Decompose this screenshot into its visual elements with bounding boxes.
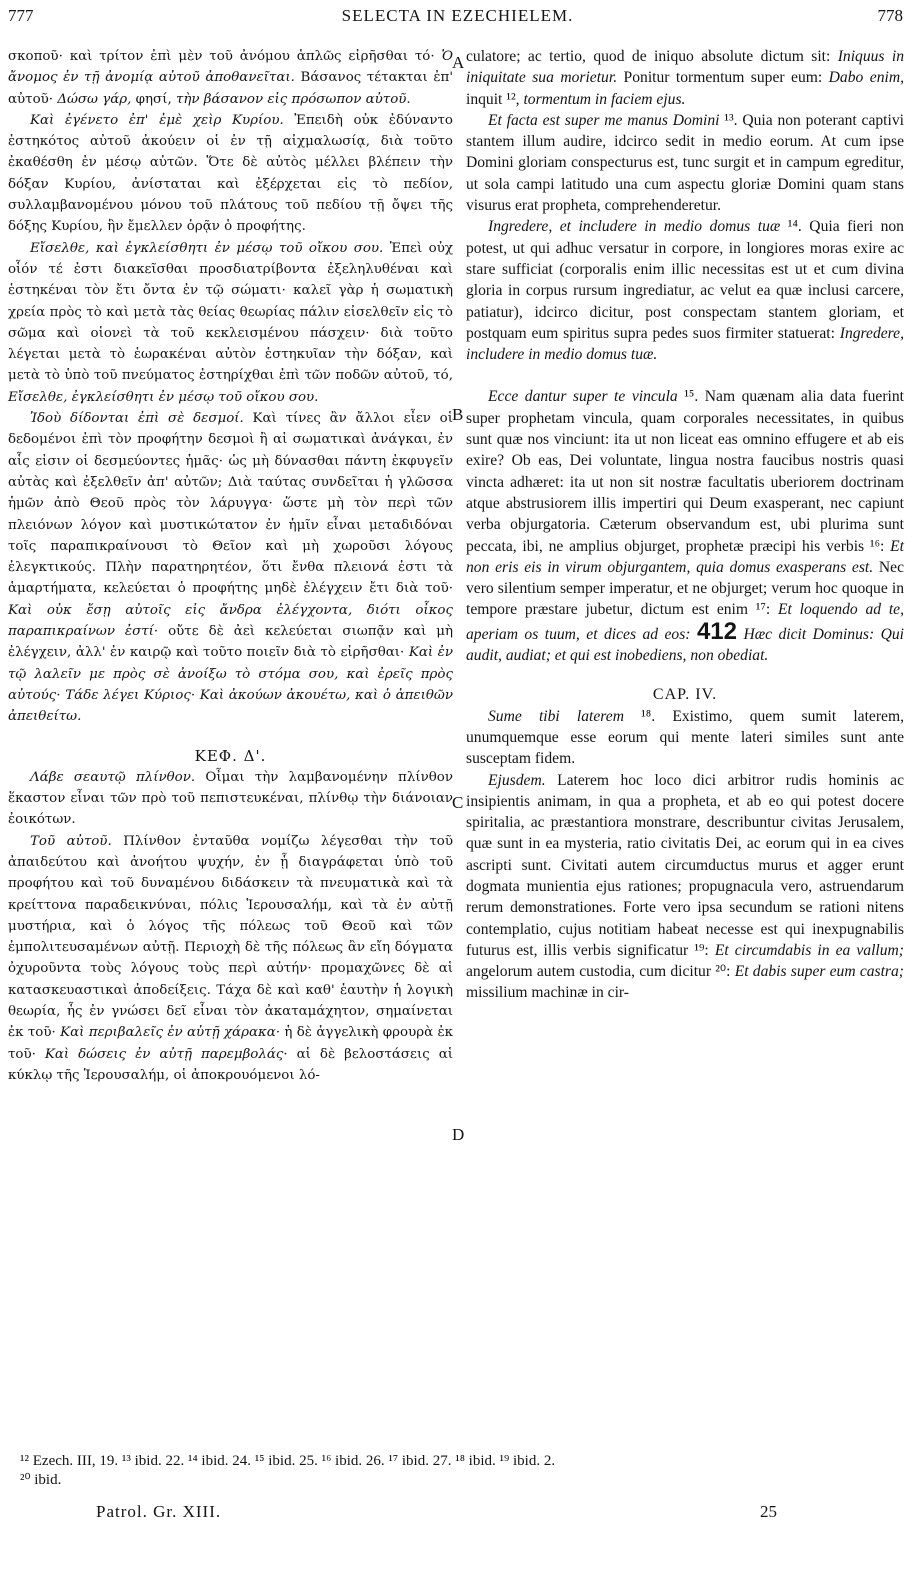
- page-number-left: 777: [8, 6, 34, 25]
- footer-signature: Patrol. Gr. XIII.: [96, 1502, 222, 1521]
- latin-paragraph: Ingredere, et includere in medio domus tuæ ¹⁴. Quia fieri non potest, ut qui adhuc versatur in corpore, in longiores moras exire ac stare sufficiat (corporalis enim illic necessitas est ut et cum divina gloria in corpus rursum ingrediatur, ac velut ea quæ inclusi carcere, patiatur), idcirco dicitur, post conspectam stantem gloriam, et postquam eum spiritus supra pedes suos firmiter statuerat: Ingredere, includere in medio domus tuæ.: [466, 218, 904, 364]
- section-marker-b: B: [452, 405, 464, 424]
- latin-paragraph: culatore; ac tertio, quod de iniquo absolute dictum sit: Iniquus in iniquitate sua morietur. Ponitur tormentum super eum: Dabo enim, inquit ¹², tormentum in faciem ejus.: [466, 48, 904, 108]
- greek-paragraph: Καὶ ἐγένετο ἐπ' ἐμὲ χεὶρ Κυρίου. Ἐπειδὴ οὐκ ἐδύναντο ἑστηκότος αὐτοῦ ἀκούειν οἱ ἐν τῇ αἰχμαλωσίᾳ, διὰ τοῦτο ἐκαθέσθη ἐν μέσῳ αὐτῶν. Ὅτε δὲ αὐτὸς μέλλει βλέπειν τὴν δόξαν Κυρίου, ἀνίσταται καὶ ἐξέρχεται εἰς τὸ πεδίον, συλλαμβανομένου μόνου τοῦ πλάτους τοῦ πεδίου τῇ ὄψει τῆς δόξης Κυρίου, ἣν ἔμελλεν ὁρᾷν ὁ προφήτης.: [8, 112, 453, 235]
- greek-chapter-heading: ΚΕΦ. Δ'.: [194, 746, 267, 765]
- latin-paragraph: Sume tibi laterem ¹⁸. Existimo, quem sumit laterem, unumquemque esse eorum qui mente lateri similes sunt ante susceptam fidem.: [466, 707, 904, 768]
- latin-paragraph: Et facta est super me manus Domini ¹³. Quia non poterant captivi stantem illum audire, idcirco sedit in medio eorum. At cum ipse Domini gloriam conspecturus est, tunc surgit et in campum egreditur, ut sola campi latitudo una cum aspectu gloriæ Domini quam stans visurus erat propheta, comprehenderetur.: [466, 111, 904, 215]
- greek-paragraph: Ἰδοὺ δίδονται ἐπὶ σὲ δεσμοί. Καὶ τίνες ἂν ἄλλοι εἶεν οἱ δεδομένοι ἐπὶ τὸν προφήτην δεσμοὶ ἢ αἱ σωματικαὶ ἀνάγκαι, ἐν αἷς εἰσιν οἱ δεσμεύοντες ἡμᾶς· ὡς μὴ δύνασθαι πάντη ἐκφυγεῖν αὐτὰς καὶ ἐξελθεῖν ἀπ' αὐτῶν; Διὰ ταύτας συνδεῖται ἡ γλῶσσα ἡμῶν ἀπὸ Θεοῦ πρὸς τὸν λάρυγγα· ὥστε μὴ τὸν περὶ τῶν πλειόνων λόγον καὶ μυστικώτατον ἐν ἡμῖν εἶναι μεταδιδόναι τοῖς παραπικραίνουσι τὸ Θεῖον καὶ μὴ χωροῦσι λόγους ἐλεγκτικούς. Πλὴν παρατηρητέον, ὅτι ἔνθα πλειονά ἐστι τὰ ἁμαρτήματα, κελεύεται ὁ προφήτης μηδὲ ἐλέγχειν ἔτι διὰ τοῦ· Καὶ οὐκ ἔσῃ αὐτοῖς εἰς ἄνδρα ἐλέγχοντα, διότι οἶκος παραπικραίνων ἐστί· οὔτε δὲ ἀεὶ κελεύεται σιωπᾷν καὶ μὴ ἐλέγχειν, ἀλλ' ἐν καιρῷ καὶ τοῦτο ποιεῖν διὰ τὸ εἰρῆσθαι· Καὶ ἐν τῷ λαλεῖν με πρὸς σὲ ἀνοίξω τὸ στόμα σου, καὶ ἐρεῖς πρὸς αὐτούς· Τάδε λέγει Κύριος· Καὶ ἀκούων ἀκουέτω, καὶ ὁ ἀπειθῶν ἀπειθείτω.: [8, 411, 454, 725]
- footnote-line: ²⁰ ibid.: [20, 1472, 62, 1488]
- greek-paragraph: σκοποῦ· καὶ τρίτον ἐπὶ μὲν τοῦ ἀνόμου ἁπλῶς εἰρῆσθαι τό· Ὁ ἄνομος ἐν τῇ ἀνομίᾳ αὐτοῦ ἀποθανεῖται. Βάσανος τέτακται ἐπ' αὐτοῦ· Δώσω γάρ, φησί, τὴν βάσανον εἰς πρόσωπον αὐτοῦ.: [8, 49, 453, 107]
- section-marker-d: D: [452, 1125, 465, 1144]
- section-marker-c: C: [452, 793, 464, 812]
- footer-sheet-number: 25: [760, 1502, 777, 1521]
- latin-paragraph: Ecce dantur super te vincula ¹⁵. Nam quænam alia data fuerint super prophetam vincula, quam corporales necessitates, in quibus sunt quæ nos vinciunt: ita ut non liceat eas omnino effugere et ab eis exire? Ob eas, Dei voluntate, lingua nostra faucibus nostris quasi vincta adhæret: ita ut non sit nostræ facultatis uberiorem doctrinam atque abstrusiorem illis impertiri qui Deum exasperant, nec capiunt verba objurgatoria. Cæterum observandum est, ubi plurima sunt peccata, ibi, ne amplius objurget, prophetæ præcipi his verbis ¹⁶: Et non eris eis in virum objurgantem, quia domus exasperans est. Nec vero silentium semper imperatur, et ne objurget; verum hoc quoque in tempore præstare jubetur, dictum est enim ¹⁷: Et loquendo ad te, aperiam os tuum, et dices ad eos: 412 Hæc dicit Dominus: Qui audit, audiat; et qui est inobediens, non obediat.: [466, 388, 904, 665]
- greek-paragraph: Λάβε σεαυτῷ πλίνθον. Οἶμαι τὴν λαμβανομένην πλίνθον ἕκαστον εἶναι τῶν πρὸ τοῦ πεπιστευκέναι, πλίνθῳ τὴν διάνοιαν ἐοικότων.: [8, 769, 453, 828]
- footnote-line: ¹² Ezech. III, 19. ¹³ ibid. 22. ¹⁴ ibid. 24. ¹⁵ ibid. 25. ¹⁶ ibid. 26. ¹⁷ ibid. 27. ¹⁸ ibid. ¹⁹ ibid. 2.: [20, 1453, 556, 1469]
- column-number-412: 412: [696, 617, 737, 645]
- greek-paragraph: Τοῦ αὐτοῦ. Πλίνθον ἐνταῦθα νομίζω λέγεσθαι τὴν τοῦ ἀπαιδεύτου καὶ ἀνοήτου ψυχήν, ἐν ᾗ διαγράφεται ὑπὸ τοῦ προφήτου καὶ τοῦ δυναμένου διδάσκειν τὰ πνευματικὰ καὶ τὰ κρείττονα παραδεικνύναι, πόλις Ἱερουσαλήμ, καὶ τὰ ἐν αὐτῇ μυστήρια, καὶ ὁ λόγος τῆς πόλεως τοῦ Θεοῦ καὶ τῶν ἐμπολιτευσαμένων αὐτῇ. Περιοχὴ δὲ τῆς πόλεως ἂν εἴη δόγματα ὀχυροῦντα τοὺς λόγους τοὺς περὶ αὐτήν· προμαχῶνες δὲ αἱ κατασκευαστικαὶ ἀποδείξεις. Τάχα δὲ καὶ καθ' ἑαυτὴν ἡ λογικὴ θεωρία, ἧς ἐν γνώσει δεῖ εἶναι τὸν ἀκαταμάχητον, σημαίνεται ἐκ τοῦ· Καὶ περιβαλεῖς ἐν αὐτῇ χάρακα· ἡ δὲ ἀγγελικὴ φρουρὰ ἐκ τοῦ· Καὶ δώσεις ἐν αὐτῇ παρεμβολάς· αἱ δὲ βελοστάσεις αἱ κύκλῳ τῆς Ἱερουσαλήμ, οἱ ἀποκρουόμενοι λό-: [8, 833, 453, 1083]
- page-number-right: 778: [877, 6, 903, 25]
- greek-paragraph: Εἴσελθε, καὶ ἐγκλείσθητι ἐν μέσῳ τοῦ οἴκου σου. Ἐπεὶ οὐχ οἷόν τέ ἐστι διακεῖσθαι προσδιατρίβοντα ἐξεληλυθέναι καὶ ἑστηκέναι τὸν ἔτι ὄντα ἐν τῷ σώματι· καλεῖ γὰρ ἡ σωματικὴ χρεία πρὸς τὸ καὶ μετὰ τὰς θείας θεωρίας πάλιν εἰσελθεῖν εἰς τὸ σῶμα καὶ οἱονεὶ τὰ τοῦ κεκλεισμένου πάσχειν· διὰ τοῦτο λέγεται μετὰ τὸ ἑωρακέναι αὐτὸν ἑστηκυῖαν τὴν δόξαν, καὶ μετὰ τὸ ὑπὸ τοῦ πνεύματος ἐστηρίχθαι ἐπὶ τῶν ποδῶν αὐτοῦ, τό, Εἴσελθε, ἐγκλείσθητι ἐν μέσῳ τοῦ οἴκου σου.: [8, 240, 453, 405]
- greek-column: [8, 46, 453, 1086]
- latin-column: [466, 46, 904, 1004]
- running-title: SELECTA IN EZECHIELEM.: [341, 6, 574, 25]
- footnotes: [20, 1452, 910, 1490]
- latin-chapter-heading: CAP. IV.: [652, 686, 718, 704]
- section-marker-a: A: [452, 53, 465, 72]
- latin-paragraph: Ejusdem. Laterem hoc loco dici arbitror rudis hominis ac insipientis animam, in qua a propheta, et ab eo qui potest docere spiritalia, ac præstantiora monstrare, describuntur civitas Jerusalem, quæ sunt in ea mysteria, ratio civitatis Dei, ac eorum qui in ea cives ascripti sunt. Civitati autem circumductus murus et agger erunt dogmata munientia ejus rationes; propugnacula vero, astruendarum rerum demonstrationes. Forte vero ipsa secundum se rationi nitens contemplatio, cujus notitiam habeat necesse est qui inexpugnabilis futurus est, illis verbis significatur ¹⁹: Et circumdabis in ea vallum; angelorum autem custodia, cum dicitur ²⁰: Et dabis super eum castra; missilium machinæ in cir-: [466, 771, 904, 1002]
- running-header: [0, 6, 915, 30]
